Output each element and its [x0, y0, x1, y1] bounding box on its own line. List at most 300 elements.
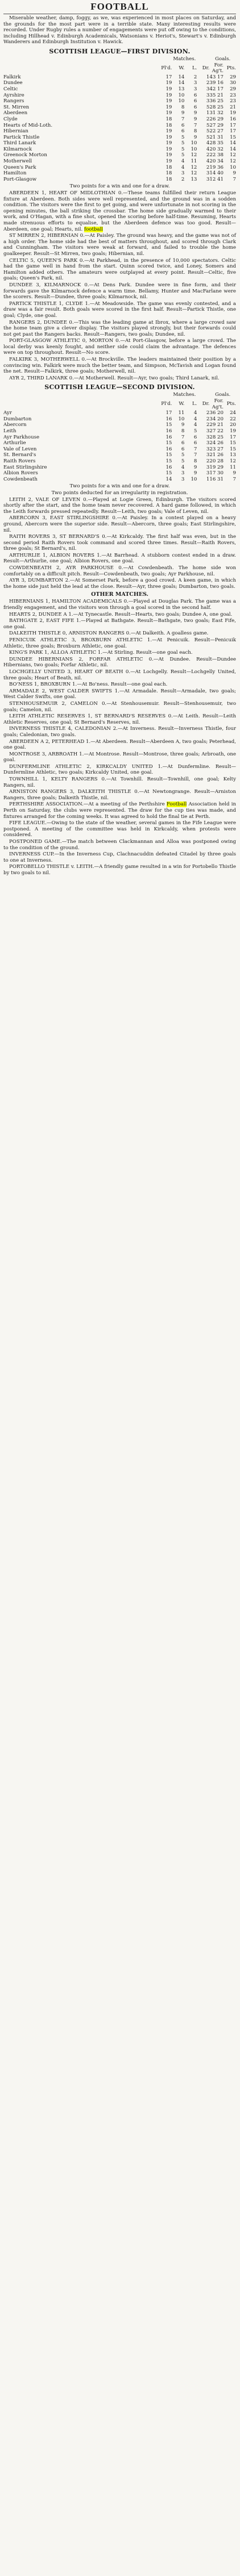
- club-name-cell: Albion Rovers: [3, 470, 38, 477]
- stat-cell: 14: [178, 80, 185, 86]
- stat-cell: 18: [165, 164, 172, 170]
- stat-cell: 7: [181, 116, 185, 122]
- club-name-cell: Third Lanark: [3, 140, 36, 147]
- stat-cell: 16: [165, 434, 172, 440]
- club-name-cell: Ayr Parkhouse: [3, 434, 40, 440]
- subheader-cell: For. Ag't.: [212, 62, 224, 74]
- match-report: DUNDEE 3, KILMARNOCK 0.—At Dens Park. Dundee were in fine form, and their forwards gave the Kilmarnock defence a warm time. Bellamy, Hunter and MacFarlane were the scorers. Result—Dundee, three goals; Kilmarnock, nil.: [3, 282, 236, 300]
- stat-cell: 16: [165, 428, 172, 434]
- stat-cell: 5: [206, 104, 210, 110]
- match-report: FALKIRK 3, MOTHERWELL 0.—At Brockville. The leaders maintained their position by a convincing win. Falkirk were much the better team, and Simpson, McTavish and Logan found the net. Result—Falkirk, three goals; Motherwell, nil.: [3, 357, 236, 375]
- stat-cell: 4: [193, 410, 197, 416]
- stat-cell: 4: [206, 158, 210, 165]
- club-name-cell: Motherwell: [3, 158, 32, 165]
- stat-cell: 19: [165, 98, 172, 105]
- table-row: [3, 435, 236, 441]
- stat-cell: 16: [165, 416, 172, 422]
- stat-cell: 22 27: [209, 128, 224, 135]
- subheader-cell: [3, 398, 159, 410]
- stat-cell: 7: [233, 476, 236, 482]
- table-row: [3, 152, 236, 158]
- other-match-report: BATHGATE 2, EAST FIFE 1.—Played at Bathgate. Result—Bathgate, two goals; East Fife, one goal.: [3, 618, 236, 630]
- match-report: RANGERS 2, DUNDEE 0.—This was the leading game at Ibrox, where a large crowd saw the home team give a clever display. The visitors played strongly, but their forwards could not get past the Rangers backs. Result—Rangers, two goals; Dundee, nil.: [3, 319, 236, 337]
- stat-cell: 6: [181, 440, 185, 446]
- stat-cell: 5: [181, 146, 185, 152]
- club-name-cell: Leith: [3, 428, 16, 434]
- stat-cell: 3: [206, 86, 210, 92]
- stat-cell: 3: [206, 170, 210, 177]
- stat-cell: 18: [165, 170, 172, 177]
- stat-cell: 5: [181, 134, 185, 140]
- stat-cell: 9: [193, 470, 197, 477]
- table-row: [3, 105, 236, 111]
- stat-cell: 3: [206, 464, 210, 470]
- stat-cell: 6: [193, 440, 197, 446]
- club-name-cell: Raith Rovers: [3, 458, 36, 464]
- second-division-table: [3, 392, 236, 482]
- stat-cell: 3: [181, 476, 185, 482]
- stat-cell: 9: [233, 470, 236, 477]
- stat-cell: 3: [181, 470, 185, 477]
- intro-paragraph: Miserable weather, damp, foggy, as we, was experienced in most places on Saturday, and the grounds for the most part were in a terrible state. Many interesting results were recorded. Under Rugby rules a number of engagements were put off owing to the conditions, including Hillhead v. Edinburgh Academicals, Watsonians v. Heriot's, Stewart's v. Edinburgh Wanderers and Edinburgh Institution v. Hawick.: [3, 15, 236, 45]
- stat-cell: 14: [230, 146, 236, 152]
- stat-cell: 6: [193, 104, 197, 110]
- section-title: FOOTBALL: [90, 1, 149, 12]
- stat-cell: 36 25: [209, 98, 224, 105]
- match-report: RAITH ROVERS 3, ST BERNARD'S 0.—At Kirkcaldy. The first half was even, but in the second period Raith Rovers took command and scored three times. Result—Raith Rovers, three goals; St Bernard's, nil.: [3, 534, 236, 552]
- other-match-report: ARMADALE 2, WEST CALDER SWIFTS 1.—At Armadale. Result—Armadale, two goals; West Calder Swifts, one goal.: [3, 688, 236, 700]
- other-matches-list: [3, 599, 236, 801]
- second-division-heading: SCOTTISH LEAGUE—SECOND DIVISION.: [44, 383, 195, 391]
- stat-cell: 2: [206, 116, 210, 122]
- stat-cell: 2: [193, 74, 197, 80]
- table-row: [3, 416, 236, 423]
- club-name-cell: Ayr: [3, 410, 12, 416]
- stat-cell: 21 26: [209, 452, 224, 458]
- second-division-deduct-note: Two points deducted for an irregularity in registration.: [51, 490, 188, 496]
- match-report: CELTIC 5, QUEEN'S PARK 0.—At Parkhead, in the presence of 10,000 spectators. Celtic had the game well in hand from the start. Quinn scored twice, and Loney, Somers and Hamilton added others. The amateurs were outplayed at every point. Result—Celtic, five goals; Queen's Park, nil.: [3, 257, 236, 282]
- stat-cell: 5: [181, 458, 185, 464]
- stat-cell: 3: [181, 170, 185, 177]
- stat-cell: 4: [206, 140, 210, 147]
- stat-cell: 3: [206, 92, 210, 98]
- other-match-report: ARNISTON RANGERS 3, DALKEITH THISTLE 0.—At Newtongrange. Result—Arniston Rangers, three goals; Dalkeith Thistle, nil.: [3, 789, 236, 801]
- stat-cell: 26 29: [209, 116, 224, 122]
- subheader-cell: Dr.: [202, 401, 210, 407]
- closing-paragraph-portobello: PORTOBELLO THISTLE v. LEITH.—A friendly game resulted in a win for Portobello Thistle by two goals to nil.: [3, 864, 236, 876]
- stat-cell: 1: [206, 110, 210, 116]
- closing-text: Association held in Perth on Saturday, the clubs were represented. The draw for the cup ties was made, and fixtures arranged for the coming weeks. It was agreed to hold the final tie at Perth.: [3, 801, 237, 820]
- stat-cell: 10: [191, 476, 197, 482]
- match-report: PORT-GLASGOW ATHLETIC 0, MORTON 0.—At Port-Glasgow, before a large crowd. The local derby was keenly fought, and neither side could claim the advantage. The defences were on top throughout. Result—No score.: [3, 338, 236, 356]
- stat-cell: 7: [233, 176, 236, 182]
- stat-cell: 42 17: [209, 86, 224, 92]
- stat-cell: 19: [165, 92, 172, 98]
- other-match-report: DUNDEE HIBERNIANS 2, FORFAR ATHLETIC 0.—At Dundee. Result—Dundee Hibernians, two goals; Forfar Athletic, nil.: [3, 656, 236, 669]
- stat-cell: 15: [230, 446, 236, 452]
- stat-cell: 24: [230, 410, 236, 416]
- stat-cell: 5: [181, 140, 185, 147]
- header-cell: Goals.: [215, 392, 231, 398]
- stat-cell: 10: [178, 416, 185, 422]
- stat-cell: 39 16: [209, 80, 224, 86]
- highlighted-term: football: [84, 226, 104, 232]
- stat-cell: 2: [181, 176, 185, 182]
- club-name-cell: Hamilton: [3, 170, 27, 177]
- stat-cell: 15: [165, 440, 172, 446]
- stat-cell: 15: [230, 134, 236, 140]
- match-report: AYR 3, DUMBARTON 2.—At Somerset Park, before a good crowd. A keen game, in which the home side just held the lead at the close. Result—Ayr, three goals; Dumbarton, two goals.: [3, 578, 236, 590]
- stat-cell: 17: [165, 410, 172, 416]
- other-match-report: DALKEITH THISTLE 0, ARNISTON RANGERS 0.—At Dalkeith. A goalless game.: [9, 631, 209, 637]
- stat-cell: 17: [230, 122, 236, 128]
- subheader-cell: Pl'd.: [161, 401, 172, 407]
- subheader-cell: L.: [192, 401, 197, 407]
- stat-cell: 3: [206, 428, 210, 434]
- club-name-cell: Port-Glasgow: [3, 176, 37, 182]
- first-division-header-row: [3, 56, 236, 62]
- table-row: [3, 110, 236, 116]
- stat-cell: 2: [206, 80, 210, 86]
- stat-cell: 29: [230, 86, 236, 92]
- stat-cell: 24 26: [209, 440, 224, 446]
- stat-cell: 19: [165, 134, 172, 140]
- stat-cell: 20 32: [209, 146, 224, 152]
- header-cell: Goals.: [215, 56, 231, 62]
- stat-cell: 15: [165, 458, 172, 464]
- stat-cell: 12: [230, 158, 236, 165]
- subheader-cell: [3, 62, 159, 74]
- table-row: [3, 158, 236, 165]
- stat-cell: 9: [181, 422, 185, 428]
- stat-cell: 18: [165, 176, 172, 182]
- other-match-report: INVERNESS THISTLE 4, CALEDONIAN 2.—At Inverness. Result—Inverness Thistle, four goals; Caledonian, two goals.: [3, 726, 236, 738]
- stat-cell: 4: [181, 464, 185, 470]
- table-row: [3, 93, 236, 99]
- first-division-rows: [3, 74, 236, 183]
- stat-cell: 10: [178, 98, 185, 105]
- second-division-points-note: Two points for a win and one for a draw.: [69, 483, 170, 490]
- subheader-cell: L.: [192, 65, 197, 71]
- stat-cell: 3: [193, 86, 197, 92]
- stat-cell: 3: [206, 440, 210, 446]
- stat-cell: 12: [191, 152, 197, 158]
- subheader-cell: For. Ag't.: [212, 398, 224, 410]
- stat-cell: 19: [165, 146, 172, 152]
- stat-cell: 6: [181, 446, 185, 452]
- stat-cell: 19 29: [209, 464, 224, 470]
- first-division-heading: SCOTTISH LEAGUE—FIRST DIVISION.: [49, 47, 191, 55]
- stat-cell: 10: [230, 164, 236, 170]
- club-name-cell: Ayrshire: [3, 92, 24, 98]
- header-cell: Matches.: [173, 392, 196, 398]
- stat-cell: 5: [181, 452, 185, 458]
- stat-cell: 16: [165, 464, 172, 470]
- club-name-cell: Rangers: [3, 98, 24, 105]
- stat-cell: 1: [206, 74, 210, 80]
- stat-cell: 19 36: [209, 164, 224, 170]
- club-name-cell: St. Bernard's: [3, 452, 36, 458]
- closing-paragraph-fife: FIFE LEAGUE.—Owing to the state of the weather, several games in the Fife League were postponed. A meeting of the committee was held in Kirkcaldy, when protests were considered.: [3, 820, 236, 838]
- stat-cell: 2: [206, 164, 210, 170]
- second-division-reports: [3, 497, 236, 590]
- stat-cell: 6: [181, 122, 185, 128]
- stat-cell: 19: [165, 86, 172, 92]
- match-report: AYR 2, THIRD LANARK 0.—At Motherwell. Result—Ayr, two goals; Third Lanark, nil.: [9, 375, 220, 381]
- stat-cell: 17: [165, 74, 172, 80]
- other-match-report: HEARTS 2, DUNDEE A 1.—At Tynecastle. Result—Hearts, two goals; Dundee A, one goal.: [9, 611, 233, 617]
- stat-cell: 28 25: [209, 104, 224, 110]
- stat-cell: 2: [206, 458, 210, 464]
- stat-cell: 27 22: [209, 428, 224, 434]
- stat-cell: 12 41: [209, 176, 224, 182]
- other-match-report: MONTROSE 3, ARBROATH 1.—At Montrose. Result—Montrose, three goals; Arbroath, one goal.: [3, 751, 236, 763]
- stat-cell: 23: [230, 92, 236, 98]
- stat-cell: 35 21: [209, 92, 224, 98]
- other-matches-heading: OTHER MATCHES.: [91, 591, 148, 598]
- closing-paragraph-inverness: INVERNESS CUP.—In the Inverness Cup, Clachnacuddin defeated Citadel by three goals to one at Inverness.: [3, 851, 236, 863]
- stat-cell: 7: [181, 434, 185, 440]
- stat-cell: 19: [165, 158, 172, 165]
- stat-cell: 2: [206, 410, 210, 416]
- stat-cell: 19: [230, 110, 236, 116]
- match-report: ARTHURLIE 1, ALBION ROVERS 1.—At Barrhead. A stubborn contest ended in a draw. Result—Arthurlie, one goal; Albion Rovers, one goal.: [3, 552, 236, 565]
- table-row: [3, 165, 236, 171]
- other-match-report: PENICUIK ATHLETIC 3, BROXBURN ATHLETIC 1.—At Penicuik. Result—Penicuik Athletic, three goals; Broxburn Athletic, one goal.: [3, 637, 236, 649]
- stat-cell: 19: [165, 80, 172, 86]
- highlighted-term: Football: [166, 801, 187, 808]
- stat-cell: 3: [206, 434, 210, 440]
- stat-cell: 13: [191, 176, 197, 182]
- stat-cell: 19: [230, 428, 236, 434]
- club-name-cell: Kilmarnock: [3, 146, 32, 152]
- stat-cell: 5: [206, 122, 210, 128]
- stat-cell: 6: [193, 434, 197, 440]
- stat-cell: 19: [165, 152, 172, 158]
- stat-cell: 7: [193, 122, 197, 128]
- table-row: [3, 452, 236, 458]
- stat-cell: 5: [181, 152, 185, 158]
- stat-cell: 4: [181, 158, 185, 165]
- club-name-cell: East Stirlingshire: [3, 464, 47, 470]
- stat-cell: 15: [230, 440, 236, 446]
- table-row: [3, 123, 236, 129]
- stat-cell: 21 31: [209, 134, 224, 140]
- other-match-report: LOCHGELLY UNITED 3, HEART OF BEATH 0.—At Lochgelly. Result—Lochgelly United, three goals; Heart of Beath, nil.: [3, 669, 236, 681]
- table-row: [3, 147, 236, 153]
- stat-cell: 19: [165, 128, 172, 135]
- first-division-reports: [3, 190, 236, 381]
- match-report: COWDENBEATH 2, AYR PARKHOUSE 0.—At Cowdenbeath. The home side won comfortably on a difficult pitch. Result—Cowdenbeath, two goals; Ayr Parkhouse, nil.: [3, 565, 236, 577]
- stat-cell: 14: [165, 476, 172, 482]
- stat-cell: 2: [206, 422, 210, 428]
- table-row: [3, 477, 236, 483]
- stat-cell: 34 20: [209, 416, 224, 422]
- closing-paragraph-postponed: POSTPONED GAME.—The match between Clackmannan and Alloa was postponed owing to the condition of the ground.: [3, 839, 236, 851]
- match-report: ST MIRREN 2, HIBERNIAN 0.—At Paisley. The ground was heavy, and the game was not of a high order. The home side had the best of matters throughout, and scored through Clark and Cunningham. The visitors were weak at forward, and failed to trouble the home goalkeeper. Result—St Mirren, two goals; Hibernian, nil.: [3, 233, 236, 257]
- club-name-cell: Aberdeen: [3, 110, 28, 116]
- subheader-cell: W.: [179, 401, 185, 407]
- table-row: [3, 465, 236, 471]
- stat-cell: 5: [206, 134, 210, 140]
- subheader-cell: Pts.: [226, 65, 236, 71]
- stat-cell: 11: [178, 410, 185, 416]
- club-name-cell: Dundee: [3, 80, 23, 86]
- stat-cell: 18: [165, 122, 172, 128]
- subheader-cell: W.: [179, 65, 185, 71]
- club-name-cell: St. Mirren: [3, 104, 30, 110]
- stat-cell: 2: [206, 152, 210, 158]
- stat-cell: 1: [206, 476, 210, 482]
- stat-cell: 22 38: [209, 152, 224, 158]
- table-row: [3, 140, 236, 147]
- table-row: [3, 128, 236, 135]
- table-row: [3, 422, 236, 428]
- stat-cell: 3: [206, 452, 210, 458]
- table-row: [3, 86, 236, 93]
- header-cell: [3, 56, 159, 62]
- stat-cell: 9: [181, 110, 185, 116]
- stat-cell: 15: [165, 470, 172, 477]
- stat-cell: 31 32: [209, 110, 224, 116]
- second-division-header-row: [3, 392, 236, 398]
- club-name-cell: Clyde: [3, 116, 18, 122]
- stat-cell: 10: [191, 140, 197, 147]
- match-report: ABERCORN 3, EAST STIRLINGSHIRE 0.—At Paisley. In a contest played on a heavy ground, Abercorn were the superior side. Result—Abercorn, three goals; East Stirlingshire, nil.: [3, 515, 236, 533]
- table-row: [3, 170, 236, 177]
- stat-cell: 12: [230, 458, 236, 464]
- stat-cell: 17: [230, 434, 236, 440]
- closing-paragraph-perthshire: [3, 801, 236, 820]
- stat-cell: 8: [193, 128, 197, 135]
- stat-cell: 18: [165, 116, 172, 122]
- stat-cell: 3: [206, 176, 210, 182]
- stat-cell: 36 20: [209, 410, 224, 416]
- club-name-cell: Falkirk: [3, 74, 21, 80]
- match-report: PARTICK THISTLE 1, CLYDE 1.—At Meadowside. The game was evenly contested, and a draw was a fair result. Both goals were scored in the first half. Result—Partick Thistle, one goal; Clyde, one goal.: [3, 300, 236, 319]
- stat-cell: 16: [230, 116, 236, 122]
- first-division-points-note: Two points for a win and one for a draw.: [69, 183, 170, 190]
- other-match-report: ABERDEEN A 2, PETERHEAD 1.—At Aberdeen. Result—Aberdeen A, two goals; Peterhead, one goal.: [3, 738, 236, 751]
- stat-cell: 20 34: [209, 158, 224, 165]
- stat-cell: 28 35: [209, 140, 224, 147]
- stat-cell: 29 21: [209, 422, 224, 428]
- stat-cell: 2: [206, 416, 210, 422]
- stat-cell: 9: [193, 116, 197, 122]
- table-row: [3, 116, 236, 123]
- stat-cell: 8: [181, 104, 185, 110]
- stat-cell: 11: [191, 158, 197, 165]
- header-cell: Matches.: [173, 56, 196, 62]
- stat-cell: 13: [230, 452, 236, 458]
- stat-cell: 19: [165, 110, 172, 116]
- stat-cell: 17 30: [209, 470, 224, 477]
- stat-cell: 10: [178, 92, 185, 98]
- stat-cell: 23 27: [209, 446, 224, 452]
- stat-cell: 13: [178, 86, 185, 92]
- stat-cell: 9: [193, 110, 197, 116]
- stat-cell: 3: [206, 446, 210, 452]
- stat-cell: 11: [230, 464, 236, 470]
- other-match-report: LEITH ATHLETIC RESERVES 1, ST BERNARD'S RESERVES 0.—At Leith. Result—Leith Athletic Reserves, one goal; St Bernard's Reserves, nil.: [3, 713, 236, 725]
- stat-cell: 7: [193, 446, 197, 452]
- club-name-cell: Queen's Park: [3, 164, 36, 170]
- stat-cell: 12: [230, 152, 236, 158]
- stat-cell: 8: [181, 428, 185, 434]
- table-row: [3, 98, 236, 105]
- stat-cell: 14 40: [209, 170, 224, 177]
- stat-cell: 19: [165, 140, 172, 147]
- header-cell: [3, 392, 159, 398]
- stat-cell: 12: [191, 164, 197, 170]
- stat-cell: 22: [230, 416, 236, 422]
- stat-cell: 14: [178, 74, 185, 80]
- table-row: [3, 410, 236, 416]
- stat-cell: 28 25: [209, 434, 224, 440]
- club-name-cell: Arthurlie: [3, 440, 26, 446]
- stat-cell: 9: [193, 464, 197, 470]
- stat-cell: 6: [193, 92, 197, 98]
- club-name-cell: Cowdenbeath: [3, 476, 38, 482]
- stat-cell: 20: [230, 422, 236, 428]
- table-row: [3, 177, 236, 183]
- club-name-cell: Partick Thistle: [3, 134, 40, 140]
- stat-cell: 19: [165, 104, 172, 110]
- stat-cell: 17: [230, 128, 236, 135]
- other-match-report: DUNFERMLINE ATHLETIC 2, KIRKCALDY UNITED 1.—At Dunfermline. Result—Dunfermline Athletic, two goals; Kirkcaldy United, one goal.: [3, 763, 236, 776]
- stat-cell: 4: [193, 416, 197, 422]
- stat-cell: 5: [193, 428, 197, 434]
- club-name-cell: Dumbarton: [3, 416, 32, 422]
- other-match-report: KING'S PARK 1, ALLOA ATHLETIC 1.—At Stirling. Result—one goal each.: [9, 650, 193, 656]
- stat-cell: 15: [165, 422, 172, 428]
- stat-cell: 4: [206, 146, 210, 152]
- stat-cell: 21: [230, 104, 236, 110]
- stat-cell: 20 28: [209, 458, 224, 464]
- club-name-cell: Abercorn: [3, 422, 27, 428]
- closing-text: PERTHSHIRE ASSOCIATION.—At a meeting of the Perthshire: [9, 801, 167, 808]
- table-row: [3, 470, 236, 477]
- stat-cell: 3: [206, 470, 210, 477]
- second-division-rows: [3, 410, 236, 482]
- subheader-cell: Pts.: [226, 401, 236, 407]
- stat-cell: 3: [206, 98, 210, 105]
- first-division-subheader-row: [3, 62, 236, 74]
- stat-cell: 16 31: [209, 476, 224, 482]
- table-row: [3, 440, 236, 446]
- stat-cell: 12: [191, 170, 197, 177]
- stat-cell: 23: [230, 98, 236, 105]
- stat-cell: 9: [233, 170, 236, 177]
- stat-cell: 14: [230, 140, 236, 147]
- stat-cell: 27 29: [209, 122, 224, 128]
- other-match-report: BO'NESS 1, BROXBURN 1.—At Bo'ness. Result—one goal each.: [9, 682, 168, 688]
- other-match-report: STENHOUSEMUIR 2, CAMELON 0.—At Stenhousemuir. Result—Stenhousemuir, two goals; Camelon, nil.: [3, 700, 236, 713]
- stat-cell: 43 17: [209, 74, 224, 80]
- stat-cell: 3: [193, 80, 197, 86]
- table-row: [3, 428, 236, 435]
- stat-cell: 29: [230, 74, 236, 80]
- other-match-report: HIBERNIANS 1, HAMILTON ACADEMICALS 0.—Played at Douglas Park. The game was a friendly engagement, and the visitors won through a goal scored in the second half.: [3, 599, 236, 611]
- table-row: [3, 458, 236, 465]
- club-name-cell: Hibernian: [3, 128, 28, 135]
- stat-cell: 10: [191, 146, 197, 152]
- table-row: [3, 446, 236, 453]
- club-name-cell: Greenock Morton: [3, 152, 47, 158]
- table-row: [3, 135, 236, 141]
- subheader-cell: Dr.: [202, 65, 210, 71]
- table-row: [3, 80, 236, 86]
